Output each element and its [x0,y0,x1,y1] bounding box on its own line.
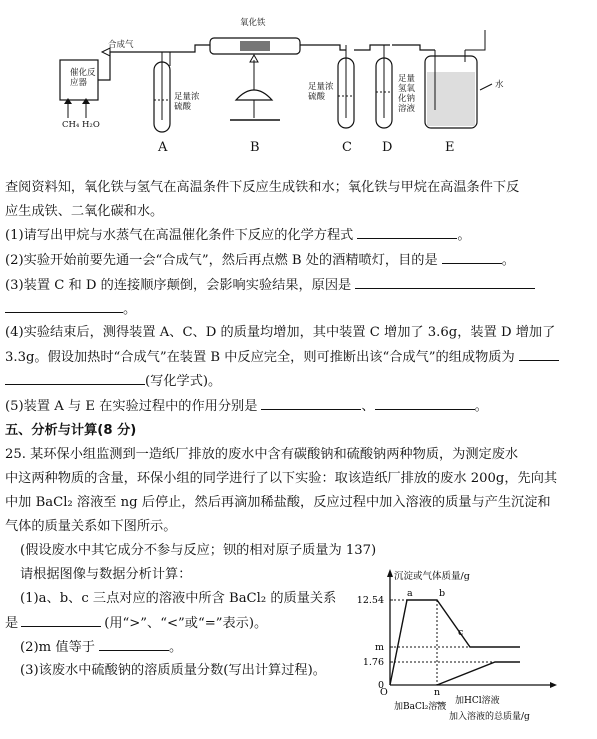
reactant-h2o: H₂O [82,120,100,130]
intro-line2: 应生成铁、二氧化碳和水。 [5,204,164,219]
x-tick-origin: O [380,687,388,698]
answer-blank-3b [5,300,123,313]
apparatus-drawing [40,0,540,165]
subq-1-line2 [5,614,267,632]
section-heading: 五、分析与计算(8 分) [5,423,137,438]
y-axis-arrow [387,569,393,577]
x-axis-label: 加入溶液的总质量/g [449,712,530,722]
subq-2-text: (2)m 值等于 [20,640,95,655]
tube-c-label: 足量浓硫酸 [308,82,334,102]
question-2 [5,251,515,269]
question-3 [5,276,535,294]
device-c: C [342,140,352,155]
question-5-text: (5)装置 A 与 E 在实验过程中的作用分别是 [5,399,258,414]
y-tick-label: 0 [377,680,384,691]
question-3-end: 。 [123,302,137,317]
question-4-end: (写化学式)。 [145,374,222,389]
p25-note: (假设废水中其它成分不参与反应；钡的相对原子质量为 137) [20,543,377,558]
question-4-line1: (4)实验结束后，测得装置 A、C、D 的质量均增加，其中装置 C 增加了 3.6g，装置 D 增加了 [5,325,556,340]
series-gas-line [437,662,520,685]
answer-blank-2 [442,251,502,264]
question-4-line3 [5,372,221,390]
question-5 [5,397,488,415]
iron-oxide [240,41,270,51]
reactant-ch4: CH₄ [62,120,80,130]
question-2-end: 。 [501,253,515,268]
subq-1-pre: 是 [5,616,19,631]
answer-blank-4b [5,372,145,385]
p25-line2: 中这两种物质的含量，环保小组的同学进行了以下实验：取该造纸厂排放的废水 200g，先向其 [5,471,558,486]
device-a: A [158,140,168,155]
x-label-bacl2: 加BaCl₂溶液 [394,702,447,712]
precipitate-gas-graph [345,555,590,735]
water-label: 水 [495,80,504,90]
p25-line3: 中加 BaCl₂ 溶液至 ng 后停止，然后再滴加稀盐酸，反应过程中加入溶液的质量与产生沉淀和 [5,495,551,510]
p25-line4: 气体的质量关系如下图所示。 [5,519,177,534]
graph-svg [345,555,590,735]
series-precipitate-line [390,600,520,685]
answer-blank-s1 [21,614,101,627]
tube-a-label: 足量浓硫酸 [174,92,200,112]
y-axis-label: 沉淀或气体质量/g [394,571,470,582]
answer-blank-5b [375,397,475,410]
y-tick-label: 1.76 [362,657,384,668]
y-tick-label: 12.54 [356,595,384,606]
question-1-end: 。 [457,228,471,243]
device-b: B [250,140,260,155]
question-1-text: (1)请写出甲烷与水蒸气在高温催化条件下反应的化学方程式 [5,228,354,243]
iron-oxide-label: 氧化铁 [240,18,266,28]
alcohol-lamp [236,90,272,100]
question-3-cont [5,300,136,318]
answer-blank-s2 [99,638,169,651]
point-label-c: c [458,627,464,638]
answer-blank-1 [357,226,457,239]
answer-blank-4a [519,348,559,361]
subq-1-line1: (1)a、b、c 三点对应的溶液中所含 BaCl₂ 的质量关系 [20,591,337,606]
y-tick-label: m [374,642,384,653]
intro-line1: 查阅资料知，氧化铁与氢气在高温条件下反应生成铁和水；氧化铁与甲烷在高温条件下反 [5,180,520,195]
subq-2-end: 。 [168,640,183,655]
x-tick-n: n [434,687,441,698]
point-label-b: b [439,588,446,599]
subq-2 [20,638,182,656]
syngas-label: 合成气 [108,40,134,50]
question-4-line2 [5,348,559,366]
device-e: E [445,140,455,155]
answer-blank-5a [261,397,361,410]
subq-3: (3)该废水中硫酸钠的溶质质量分数(写出计算过程)。 [20,663,326,678]
question-2-text: (2)实验开始前要先通一会“合成气”，然后再点燃 B 处的酒精喷灯，目的是 [5,253,438,268]
question-5-sep: 、 [361,399,375,414]
x-label-hcl: 加HCl溶液 [455,696,500,706]
point-label-a: a [407,588,413,599]
p25-line1: 25. 某环保小组监测到一造纸厂排放的废水中含有碳酸钠和硫酸钠两种物质，为测定废水 [5,447,519,462]
question-4-text: 3.3g。假设加热时“合成气”在装置 B 中反应完全，则可推断出该“合成气”的组成物质为 [5,350,515,365]
question-5-end: 。 [474,399,488,414]
device-d: D [382,140,393,155]
apparatus-figure [40,0,540,165]
subq-1-post: (用“>”、“<”或“=”表示)。 [104,616,268,631]
tube-d-label: 足量氢氧化钠溶液 [398,74,416,114]
p25-instruction: 请根据图像与数据分析计算： [20,567,192,582]
question-3-text: (3)装置 C 和 D 的连接顺序颠倒，会影响实验结果，原因是 [5,278,352,293]
x-axis-arrow [550,682,557,688]
question-1 [5,226,471,244]
answer-blank-3a [355,276,535,289]
reactor-label: 催化反应器 [70,68,96,88]
